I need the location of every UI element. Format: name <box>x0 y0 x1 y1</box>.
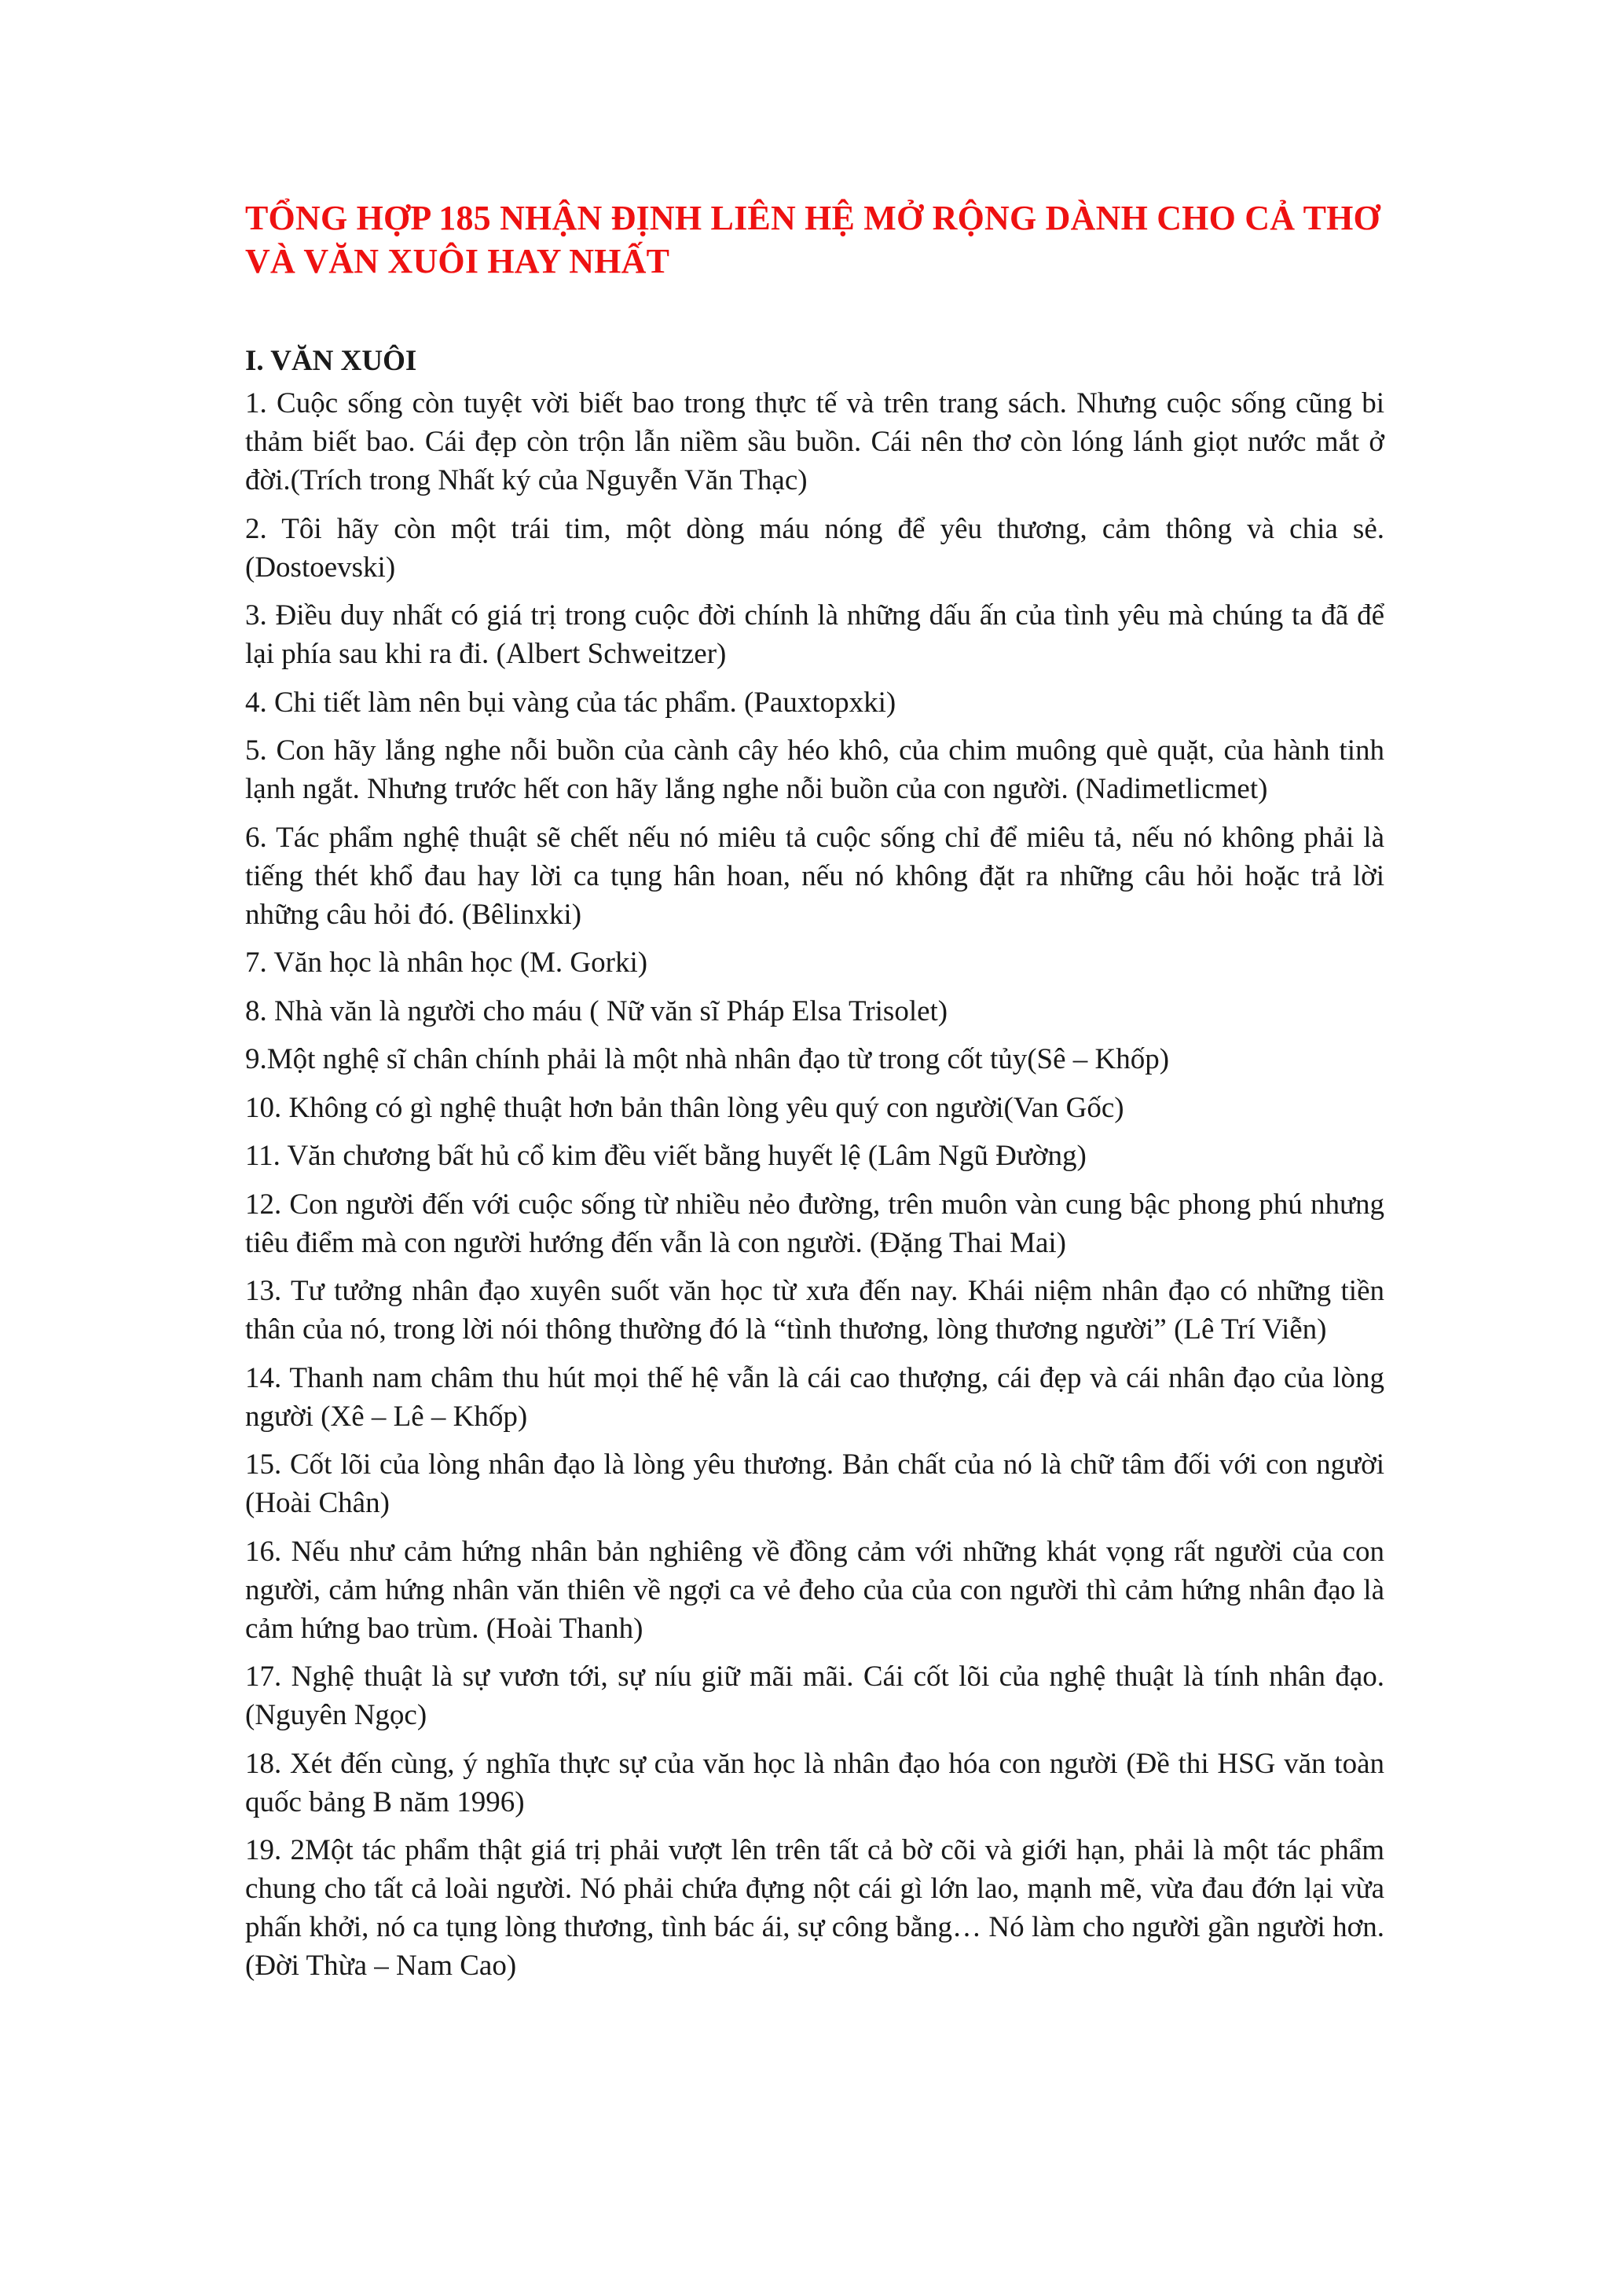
quote-item: 17. Nghệ thuật là sự vươn tới, sự níu giữ mãi mãi. Cái cốt lõi của nghệ thuật là tính nhân đạo. (Nguyên Ngọc) <box>245 1661 1384 1731</box>
quote-item: 15. Cốt lõi của lòng nhân đạo là lòng yêu thương. Bản chất của nó là chữ tâm đối với con người (Hoài Chân) <box>245 1448 1384 1519</box>
quote-item: 6. Tác phẩm nghệ thuật sẽ chết nếu nó miêu tả cuộc sống chỉ để miêu tả, nếu nó không phải là tiếng thét khổ đau hay lời ca tụng hân hoan, nếu nó không đặt ra những câu hỏi hoặc trả lời những câu hỏi đó. (Bêlinxki) <box>245 821 1384 931</box>
quote-item: 14. Thanh nam châm thu hút mọi thế hệ vẫn là cái cao thượng, cái đẹp và cái nhân đạo của lòng người (Xê – Lê – Khốp) <box>245 1361 1384 1433</box>
quote-list <box>245 384 1384 1985</box>
quote-item: 10. Không có gì nghệ thuật hơn bản thân lòng yêu quý con người(Van Gốc) <box>245 1091 1124 1124</box>
quote-item: 5. Con hãy lắng nghe nỗi buồn của cành cây héo khô, của chim muông què quặt, của hành tinh lạnh ngắt. Nhưng trước hết con hãy lắng nghe nỗi buồn của con người. (Nadimetlicmet) <box>245 734 1384 805</box>
section-heading: I. VĂN XUÔI <box>245 345 417 377</box>
quote-item: 2. Tôi hãy còn một trái tim, một dòng máu nóng để yêu thương, cảm thông và chia sẻ. (Dostoevski) <box>245 512 1384 584</box>
document-page <box>245 196 1384 1995</box>
quote-item: 19. 2Một tác phẩm thật giá trị phải vượt lên trên tất cả bờ cõi và giới hạn, phải là một tác phẩm chung cho tất cả loài người. Nó phải chứa đựng nột cái gì lớn lao, mạnh mẽ, vừa đau đớn lại vừa phấn khởi, nó ca tụng lòng thương, tình bác ái, sự công bằng… Nó làm cho người gần người hơn. (Đời Thừa – Nam Cao) <box>245 1834 1384 1982</box>
quote-item: 11. Văn chương bất hủ cổ kim đều viết bằng huyết lệ (Lâm Ngũ Đường) <box>245 1140 1087 1172</box>
document-title: TỔNG HỢP 185 NHẬN ĐỊNH LIÊN HỆ MỞ RỘNG DÀNH CHO CẢ THƠ VÀ VĂN XUÔI HAY NHẤT <box>245 199 1380 280</box>
quote-item: 16. Nếu như cảm hứng nhân bản nghiêng về đồng cảm với những khát vọng rất người của con người, cảm hứng nhân văn thiên về ngợi ca vẻ đeho của của con người thì cảm hứng nhân đạo là cảm hứng bao trùm. (Hoài Thanh) <box>245 1535 1384 1645</box>
quote-item: 3. Điều duy nhất có giá trị trong cuộc đời chính là những dấu ấn của tình yêu mà chúng ta đã để lại phía sau khi ra đi. (Albert Schweitzer) <box>245 599 1384 670</box>
quote-item: 7. Văn học là nhân học (M. Gorki) <box>245 947 648 979</box>
quote-item: 1. Cuộc sống còn tuyệt vời biết bao trong thực tế và trên trang sách. Nhưng cuộc sống cũng bi thảm biết bao. Cái đẹp còn trộn lẫn niềm sầu buồn. Cái nên thơ còn lóng lánh giọt nước mắt ở đời.(Trích trong Nhất ký của Nguyễn Văn Thạc) <box>245 387 1384 496</box>
quote-item: 13. Tư tưởng nhân đạo xuyên suốt văn học từ xưa đến nay. Khái niệm nhân đạo có những tiền thân của nó, trong lời nói thông thường đó là “tình thương, lòng thương người” (Lê Trí Viễn) <box>245 1275 1384 1346</box>
quote-item: 8. Nhà văn là người cho máu ( Nữ văn sĩ Pháp Elsa Trisolet) <box>245 994 948 1027</box>
quote-item: 12. Con người đến với cuộc sống từ nhiều nẻo đường, trên muôn vàn cung bậc phong phú nhưng tiêu điểm mà con người hướng đến vẫn là con người. (Đặng Thai Mai) <box>245 1188 1384 1259</box>
quote-item: 18. Xét đến cùng, ý nghĩa thực sự của văn học là nhân đạo hóa con người (Đề thi HSG văn toàn quốc bảng B năm 1996) <box>245 1747 1384 1818</box>
section-van-xuoi <box>245 342 1384 1985</box>
quote-item: 9.Một nghệ sĩ chân chính phải là một nhà nhân đạo từ trong cốt tủy(Sê – Khốp) <box>245 1043 1170 1075</box>
quote-item: 4. Chi tiết làm nên bụi vàng của tác phẩm. (Pauxtopxki) <box>245 686 896 719</box>
